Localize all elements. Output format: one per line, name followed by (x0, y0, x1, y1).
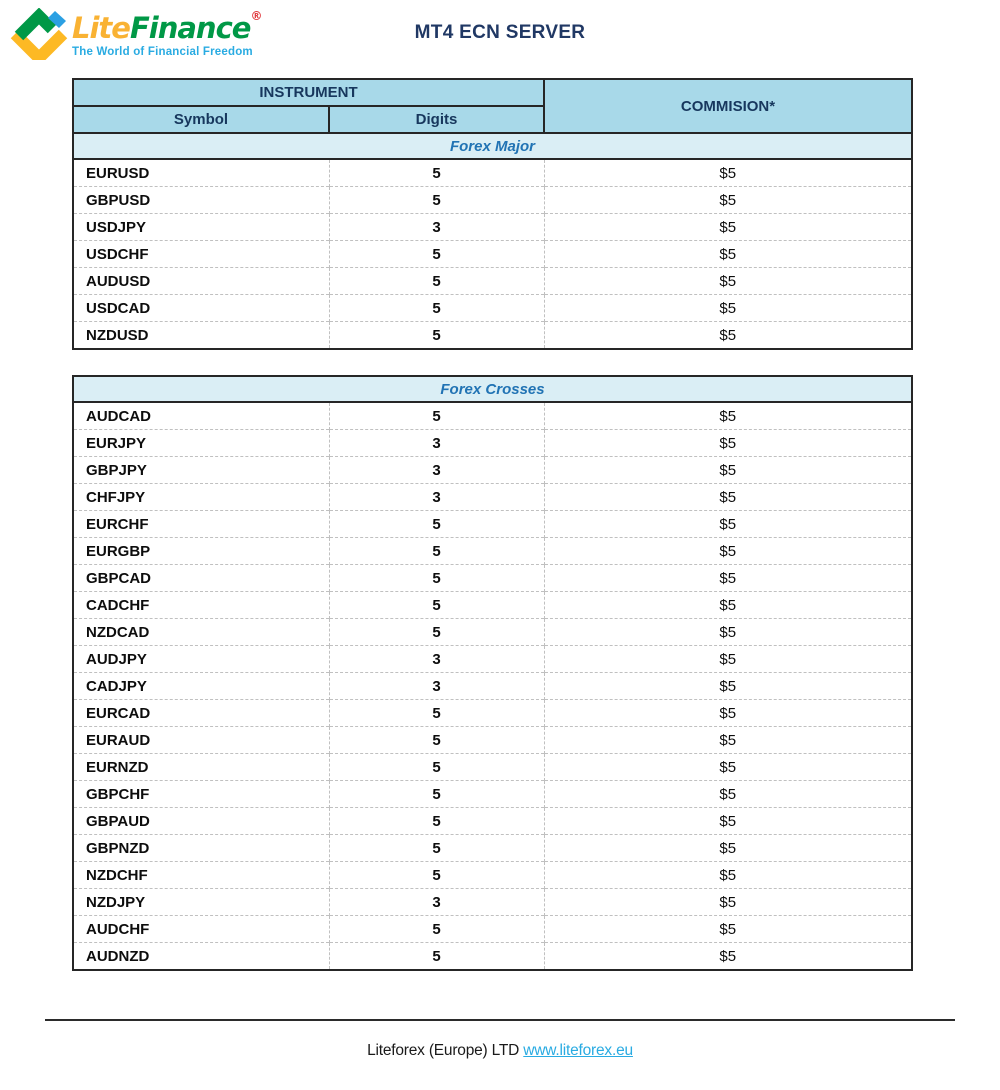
cell-commission: $5 (544, 889, 912, 916)
cell-digits: 5 (329, 781, 544, 808)
cell-digits: 5 (329, 538, 544, 565)
forex-major-table (72, 78, 913, 350)
cell-commission: $5 (544, 700, 912, 727)
cell-digits: 5 (329, 835, 544, 862)
table-row (73, 214, 912, 241)
table-row (73, 754, 912, 781)
table-row (73, 727, 912, 754)
cell-digits: 5 (329, 619, 544, 646)
instrument-column-header: INSTRUMENT (73, 79, 544, 106)
cell-commission: $5 (544, 511, 912, 538)
table-row (73, 484, 912, 511)
cell-digits: 3 (329, 214, 544, 241)
table-row (73, 835, 912, 862)
digits-column-header: Digits (329, 106, 544, 133)
table-row (73, 187, 912, 214)
cell-digits: 5 (329, 565, 544, 592)
cell-commission: $5 (544, 322, 912, 350)
cell-symbol: CADCHF (73, 592, 329, 619)
cell-digits: 5 (329, 295, 544, 322)
cell-symbol: EURGBP (73, 538, 329, 565)
table-row (73, 862, 912, 889)
cell-symbol: AUDCHF (73, 916, 329, 943)
cell-digits: 5 (329, 808, 544, 835)
registered-trademark-icon: ® (250, 9, 263, 23)
cell-symbol: NZDJPY (73, 889, 329, 916)
cell-symbol: USDCHF (73, 241, 329, 268)
cell-commission: $5 (544, 754, 912, 781)
cell-symbol: AUDCAD (73, 402, 329, 430)
cell-digits: 3 (329, 646, 544, 673)
cell-symbol: AUDJPY (73, 646, 329, 673)
cell-symbol: USDJPY (73, 214, 329, 241)
cell-symbol: EURJPY (73, 430, 329, 457)
cell-symbol: USDCAD (73, 295, 329, 322)
cell-digits: 5 (329, 511, 544, 538)
cell-commission: $5 (544, 241, 912, 268)
forex-crosses-table (72, 375, 913, 971)
table-row (73, 268, 912, 295)
table-row (73, 943, 912, 971)
cell-commission: $5 (544, 835, 912, 862)
table-row (73, 889, 912, 916)
section-band-row (73, 376, 912, 402)
cell-symbol: EURNZD (73, 754, 329, 781)
table-row (73, 592, 912, 619)
cell-commission: $5 (544, 673, 912, 700)
cell-symbol: NZDCAD (73, 619, 329, 646)
cell-commission: $5 (544, 916, 912, 943)
table-row (73, 700, 912, 727)
cell-commission: $5 (544, 159, 912, 187)
cell-digits: 5 (329, 754, 544, 781)
footer-divider (45, 1019, 955, 1021)
cell-commission: $5 (544, 457, 912, 484)
table-row (73, 430, 912, 457)
cell-symbol: GBPUSD (73, 187, 329, 214)
cell-commission: $5 (544, 430, 912, 457)
table-row (73, 565, 912, 592)
cell-commission: $5 (544, 646, 912, 673)
table-row (73, 402, 912, 430)
table-row (73, 322, 912, 350)
cell-digits: 5 (329, 159, 544, 187)
section-band-row (73, 133, 912, 159)
cell-symbol: AUDUSD (73, 268, 329, 295)
cell-symbol: EURCAD (73, 700, 329, 727)
logo-tagline: The World of Financial Freedom (72, 46, 253, 58)
cell-digits: 3 (329, 430, 544, 457)
table-row (73, 511, 912, 538)
cell-symbol: EURCHF (73, 511, 329, 538)
table-row (73, 241, 912, 268)
table-row (73, 159, 912, 187)
cell-commission: $5 (544, 862, 912, 889)
table-row (73, 619, 912, 646)
cell-symbol: GBPCHF (73, 781, 329, 808)
table-row (73, 808, 912, 835)
cell-symbol: EURAUD (73, 727, 329, 754)
brand-finance: Finance (129, 11, 251, 45)
cell-digits: 5 (329, 862, 544, 889)
cell-digits: 3 (329, 484, 544, 511)
cell-digits: 5 (329, 700, 544, 727)
section-title-forex-major: Forex Major (73, 133, 912, 159)
cell-commission: $5 (544, 943, 912, 971)
brand-lite: Lite (72, 11, 130, 45)
table-row (73, 781, 912, 808)
table-header-row (73, 79, 912, 106)
cell-digits: 5 (329, 943, 544, 971)
cell-digits: 5 (329, 322, 544, 350)
cell-symbol: NZDUSD (73, 322, 329, 350)
cell-commission: $5 (544, 565, 912, 592)
cell-digits: 3 (329, 673, 544, 700)
cell-commission: $5 (544, 727, 912, 754)
cell-digits: 5 (329, 268, 544, 295)
cell-commission: $5 (544, 214, 912, 241)
cell-symbol: GBPNZD (73, 835, 329, 862)
cell-digits: 5 (329, 402, 544, 430)
cell-commission: $5 (544, 781, 912, 808)
cell-commission: $5 (544, 484, 912, 511)
page-title: MT4 ECN SERVER (414, 22, 586, 43)
cell-commission: $5 (544, 808, 912, 835)
cell-symbol: GBPJPY (73, 457, 329, 484)
cell-digits: 5 (329, 916, 544, 943)
cell-commission: $5 (544, 187, 912, 214)
cell-symbol: EURUSD (73, 159, 329, 187)
cell-symbol: CADJPY (73, 673, 329, 700)
cell-symbol: AUDNZD (73, 943, 329, 971)
footer-company: Liteforex (Europe) LTD (367, 1042, 520, 1059)
footer-link[interactable]: www.liteforex.eu (523, 1042, 633, 1059)
cell-digits: 3 (329, 889, 544, 916)
table-row (73, 916, 912, 943)
cell-commission: $5 (544, 619, 912, 646)
section-title-forex-crosses: Forex Crosses (73, 376, 912, 402)
cell-commission: $5 (544, 538, 912, 565)
cell-symbol: GBPCAD (73, 565, 329, 592)
cell-digits: 5 (329, 592, 544, 619)
cell-commission: $5 (544, 592, 912, 619)
cell-digits: 3 (329, 457, 544, 484)
symbol-column-header: Symbol (73, 106, 329, 133)
cell-symbol: CHFJPY (73, 484, 329, 511)
cell-commission: $5 (544, 295, 912, 322)
table-row (73, 673, 912, 700)
commission-column-header: COMMISION* (544, 79, 912, 133)
cell-digits: 5 (329, 241, 544, 268)
cell-symbol: NZDCHF (73, 862, 329, 889)
footer (0, 1042, 1000, 1060)
cell-symbol: GBPAUD (73, 808, 329, 835)
cell-commission: $5 (544, 268, 912, 295)
table-row (73, 538, 912, 565)
table-row (73, 646, 912, 673)
table-row (73, 295, 912, 322)
cell-digits: 5 (329, 187, 544, 214)
cell-digits: 5 (329, 727, 544, 754)
table-row (73, 457, 912, 484)
cell-commission: $5 (544, 402, 912, 430)
